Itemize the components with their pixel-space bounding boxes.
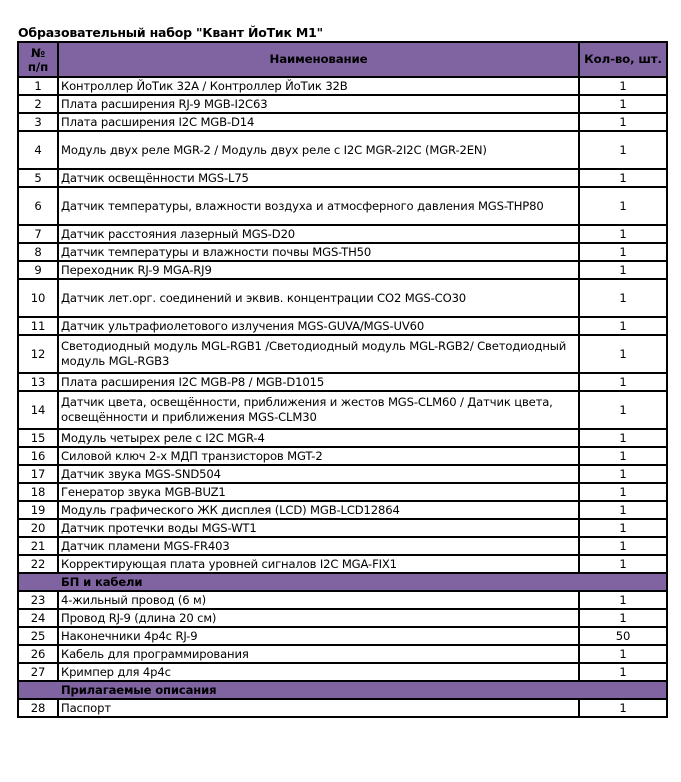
row-number: 21 [18, 537, 58, 555]
row-number: 9 [18, 261, 58, 279]
table-row [18, 519, 667, 537]
item-name: Модуль четырех реле с I2C MGR-4 [58, 429, 579, 447]
header-quantity: Кол-во, шт. [579, 42, 667, 77]
table-row [18, 663, 667, 681]
table-row [18, 317, 667, 335]
item-name: Корректирующая плата уровней сигналов I2C MGA-FIX1 [58, 555, 579, 573]
row-number: 5 [18, 169, 58, 187]
item-name: Датчик цвета, освещённости, приближения и жестов MGS-CLM60 / Датчик цвета, освещённости и приближения MGS-CLM30 [58, 391, 579, 429]
item-quantity: 1 [579, 519, 667, 537]
item-name: Датчик протечки воды MGS-WT1 [58, 519, 579, 537]
table-row [18, 279, 667, 317]
item-name: Датчик температуры и влажности почвы MGS-TH50 [58, 243, 579, 261]
item-name: Светодиодный модуль MGL-RGB1 /Светодиодный модуль MGL-RGB2/ Светодиодный модуль MGL-RGB3 [58, 335, 579, 373]
table-row [18, 699, 667, 717]
row-number: 3 [18, 113, 58, 131]
item-name: Переходник RJ-9 MGA-RJ9 [58, 261, 579, 279]
table-row [18, 537, 667, 555]
item-quantity: 1 [579, 225, 667, 243]
table-row [18, 169, 667, 187]
row-number: 18 [18, 483, 58, 501]
row-number: 24 [18, 609, 58, 627]
row-number: 17 [18, 465, 58, 483]
header-number [18, 42, 58, 77]
item-name: Датчик звука MGS-SND504 [58, 465, 579, 483]
row-number: 6 [18, 187, 58, 225]
item-quantity: 1 [579, 243, 667, 261]
table-row [18, 335, 667, 373]
row-number: 12 [18, 335, 58, 373]
item-quantity: 50 [579, 627, 667, 645]
item-quantity: 1 [579, 699, 667, 717]
table-row [18, 391, 667, 429]
item-quantity: 1 [579, 483, 667, 501]
item-name: Кримпер для 4р4с [58, 663, 579, 681]
table-row [18, 243, 667, 261]
item-name: Модуль двух реле MGR-2 / Модуль двух реле с I2C MGR-2I2C (MGR-2EN) [58, 131, 579, 169]
section-title: БП и кабели [58, 573, 667, 591]
row-number: 26 [18, 645, 58, 663]
kit-contents-table [17, 41, 668, 718]
row-number: 14 [18, 391, 58, 429]
item-name: Силовой ключ 2-х МДП транзисторов MGT-2 [58, 447, 579, 465]
item-name: 4-жильный провод (6 м) [58, 591, 579, 609]
item-quantity: 1 [579, 317, 667, 335]
item-quantity: 1 [579, 261, 667, 279]
header-number-line2: п/п [27, 59, 49, 74]
item-quantity: 1 [579, 645, 667, 663]
row-number: 28 [18, 699, 58, 717]
table-row [18, 465, 667, 483]
item-quantity: 1 [579, 591, 667, 609]
item-name: Датчик температуры, влажности воздуха и атмосферного давления MGS-THP80 [58, 187, 579, 225]
item-name: Датчик пламени MGS-FR403 [58, 537, 579, 555]
item-quantity: 1 [579, 169, 667, 187]
table-row [18, 429, 667, 447]
row-number: 2 [18, 95, 58, 113]
item-name: Датчик освещённости MGS-L75 [58, 169, 579, 187]
item-quantity: 1 [579, 373, 667, 391]
header-number-line1: № [30, 45, 46, 60]
section-title: Прилагаемые описания [58, 681, 667, 699]
row-number: 15 [18, 429, 58, 447]
item-name: Провод RJ-9 (длина 20 см) [58, 609, 579, 627]
item-name: Наконечники 4р4с RJ-9 [58, 627, 579, 645]
row-number: 11 [18, 317, 58, 335]
table-row [18, 645, 667, 663]
item-name: Модуль графического ЖК дисплея (LCD) MGB-LCD12864 [58, 501, 579, 519]
row-number: 20 [18, 519, 58, 537]
row-number: 7 [18, 225, 58, 243]
table-row [18, 95, 667, 113]
table-row [18, 483, 667, 501]
row-number: 27 [18, 663, 58, 681]
table-header [18, 42, 667, 77]
item-quantity: 1 [579, 609, 667, 627]
item-quantity: 1 [579, 447, 667, 465]
header-name: Наименование [58, 42, 579, 77]
table-row [18, 591, 667, 609]
item-name: Паспорт [58, 699, 579, 717]
item-name: Кабель для программирования [58, 645, 579, 663]
item-quantity: 1 [579, 429, 667, 447]
table-row [18, 627, 667, 645]
table-row [18, 373, 667, 391]
row-number: 4 [18, 131, 58, 169]
item-quantity: 1 [579, 77, 667, 95]
item-name: Генератор звука MGB-BUZ1 [58, 483, 579, 501]
row-number: 8 [18, 243, 58, 261]
table-row [18, 555, 667, 573]
section-header-row [18, 573, 667, 591]
row-number: 10 [18, 279, 58, 317]
item-quantity: 1 [579, 187, 667, 225]
table-row [18, 131, 667, 169]
table-body [18, 77, 667, 717]
section-number-cell [18, 573, 58, 591]
table-row [18, 501, 667, 519]
table-row [18, 187, 667, 225]
row-number: 25 [18, 627, 58, 645]
item-name: Плата расширения RJ-9 MGB-I2C63 [58, 95, 579, 113]
table-row [18, 447, 667, 465]
item-name: Датчик лет.орг. соединений и эквив. концентрации CO2 MGS-CO30 [58, 279, 579, 317]
item-quantity: 1 [579, 113, 667, 131]
table-row [18, 609, 667, 627]
item-quantity: 1 [579, 131, 667, 169]
item-name: Плата расширения I2C MGB-D14 [58, 113, 579, 131]
item-quantity: 1 [579, 537, 667, 555]
section-header-row [18, 681, 667, 699]
item-name: Плата расширения I2C MGB-P8 / MGB-D1015 [58, 373, 579, 391]
item-quantity: 1 [579, 335, 667, 373]
row-number: 23 [18, 591, 58, 609]
section-number-cell [18, 681, 58, 699]
row-number: 16 [18, 447, 58, 465]
item-name: Контроллер ЙоТик 32А / Контроллер ЙоТик 32В [58, 77, 579, 95]
table-row [18, 113, 667, 131]
item-quantity: 1 [579, 95, 667, 113]
table-row [18, 225, 667, 243]
row-number: 22 [18, 555, 58, 573]
item-quantity: 1 [579, 555, 667, 573]
item-quantity: 1 [579, 663, 667, 681]
header-row [18, 42, 667, 77]
row-number: 19 [18, 501, 58, 519]
item-quantity: 1 [579, 501, 667, 519]
item-quantity: 1 [579, 391, 667, 429]
document-title: Образовательный набор "Квант ЙоТик М1" [18, 25, 323, 40]
table-row [18, 261, 667, 279]
item-quantity: 1 [579, 465, 667, 483]
item-name: Датчик расстояния лазерный MGS-D20 [58, 225, 579, 243]
item-name: Датчик ультрафиолетового излучения MGS-GUVA/MGS-UV60 [58, 317, 579, 335]
table-row [18, 77, 667, 95]
row-number: 13 [18, 373, 58, 391]
row-number: 1 [18, 77, 58, 95]
item-quantity: 1 [579, 279, 667, 317]
